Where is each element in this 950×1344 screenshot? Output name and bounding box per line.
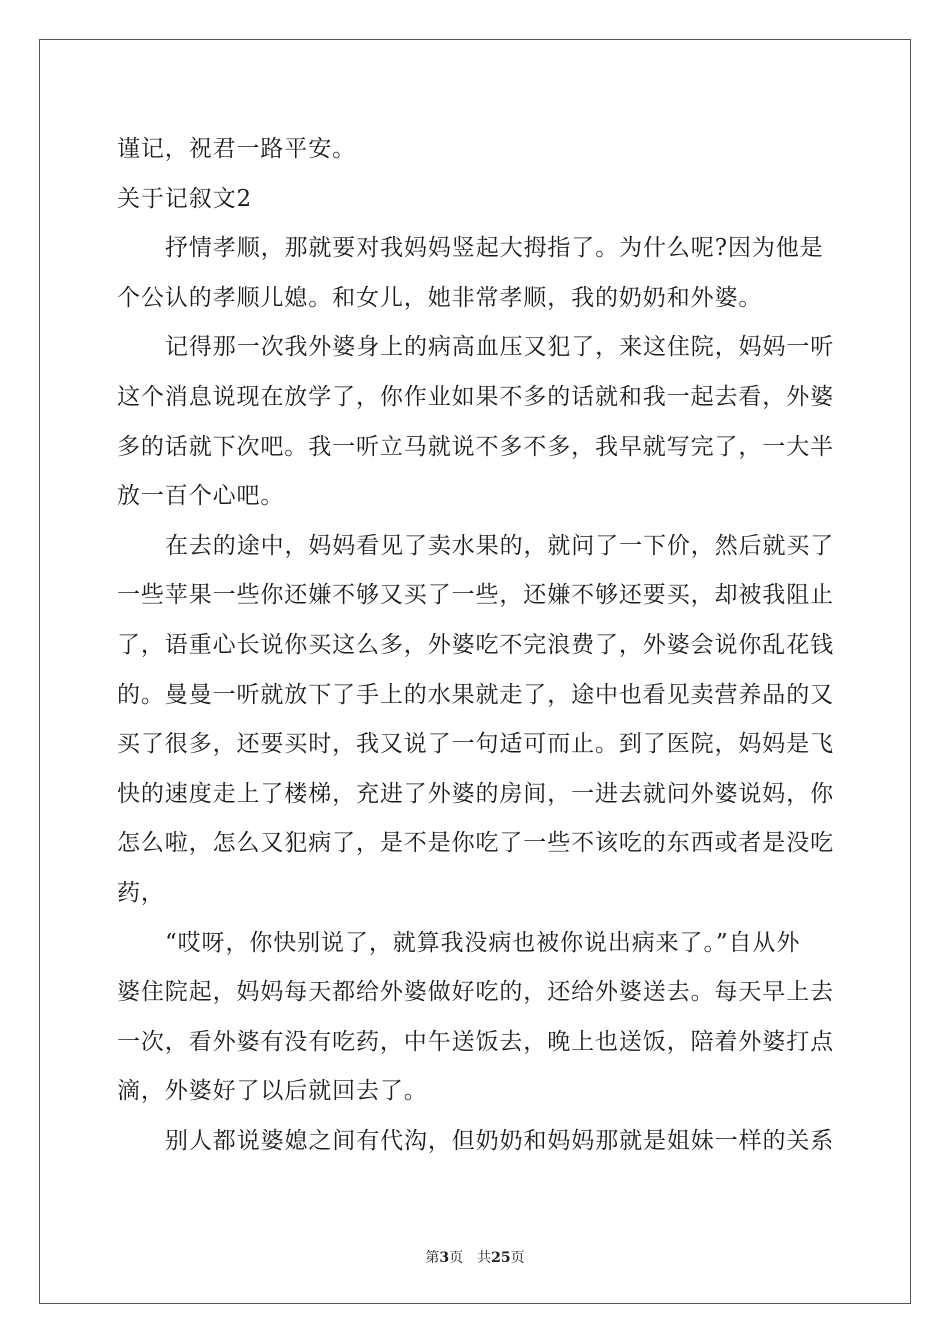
current-page-number: 3: [439, 1250, 450, 1266]
text-line-20: 滴，外婆好了以后就回去了。: [117, 1078, 428, 1105]
text-line-15: 怎么啦，怎么又犯病了，是不是你吃了一些不该吃的东西或者是没吃: [117, 830, 834, 857]
total-pages-number: 25: [491, 1250, 511, 1266]
text-line-8: 放一百个心吧。: [117, 483, 285, 510]
text-line-7: 多的话就下次吧。我一听立马就说不多不多，我早就写完了，一大半: [117, 433, 834, 460]
text-line-11: 了，语重心长说你买这么多，外婆吃不完浪费了，外婆会说你乱花钱: [117, 631, 834, 658]
page-footer: [0, 1249, 950, 1267]
text-line-18: 婆住院起，妈妈每天都给外婆做好吃的，还给外婆送去。每天早上去: [117, 979, 834, 1006]
text-line-13: 买了很多，还要买时，我又说了一句适可而止。到了医院，妈妈是飞: [117, 731, 834, 758]
text-line-17: “哎呀，你快别说了，就算我没病也被你说出病来了。”自从外: [165, 929, 801, 956]
text-line-12: 的。曼曼一听就放下了手上的水果就走了，途中也看见卖营养品的又: [117, 681, 834, 708]
section-heading: 关于记叙文2: [117, 185, 253, 212]
text-line-6: 这个消息说现在放学了，你作业如果不多的话就和我一起去看，外婆: [117, 383, 834, 410]
text-line-16: 药，: [117, 879, 165, 906]
text-line-4: 个公认的孝顺儿媳。和女儿，她非常孝顺，我的奶奶和外婆。: [117, 284, 763, 311]
text-line-1: 谨记，祝君一路平安。: [117, 136, 356, 162]
footer-middle: 页 共: [449, 1250, 492, 1266]
text-line-3: 抒情孝顺，那就要对我妈妈竖起大拇指了。为什么呢?因为他是: [165, 235, 824, 262]
document-body: [117, 125, 837, 1166]
text-line-10: 一些苹果一些你还嫌不够又买了一些，还嫌不够还要买，却被我阻止: [117, 582, 834, 609]
text-line-19: 一次，看外婆有没有吃药，中午送饭去，晚上也送饭，陪着外婆打点: [117, 1028, 834, 1055]
text-line-5: 记得那一次我外婆身上的病高血压又犯了，来这住院，妈妈一听: [165, 334, 835, 361]
footer-suffix: 页: [510, 1250, 525, 1266]
footer-prefix: 第: [425, 1250, 440, 1266]
text-line-21: 别人都说婆媳之间有代沟，但奶奶和妈妈那就是姐妹一样的关系: [165, 1127, 835, 1154]
text-line-14: 快的速度走上了楼梯，充进了外婆的房间，一进去就问外婆说妈，你: [117, 780, 834, 807]
text-line-9: 在去的途中，妈妈看见了卖水果的，就问了一下价，然后就买了: [165, 532, 835, 559]
